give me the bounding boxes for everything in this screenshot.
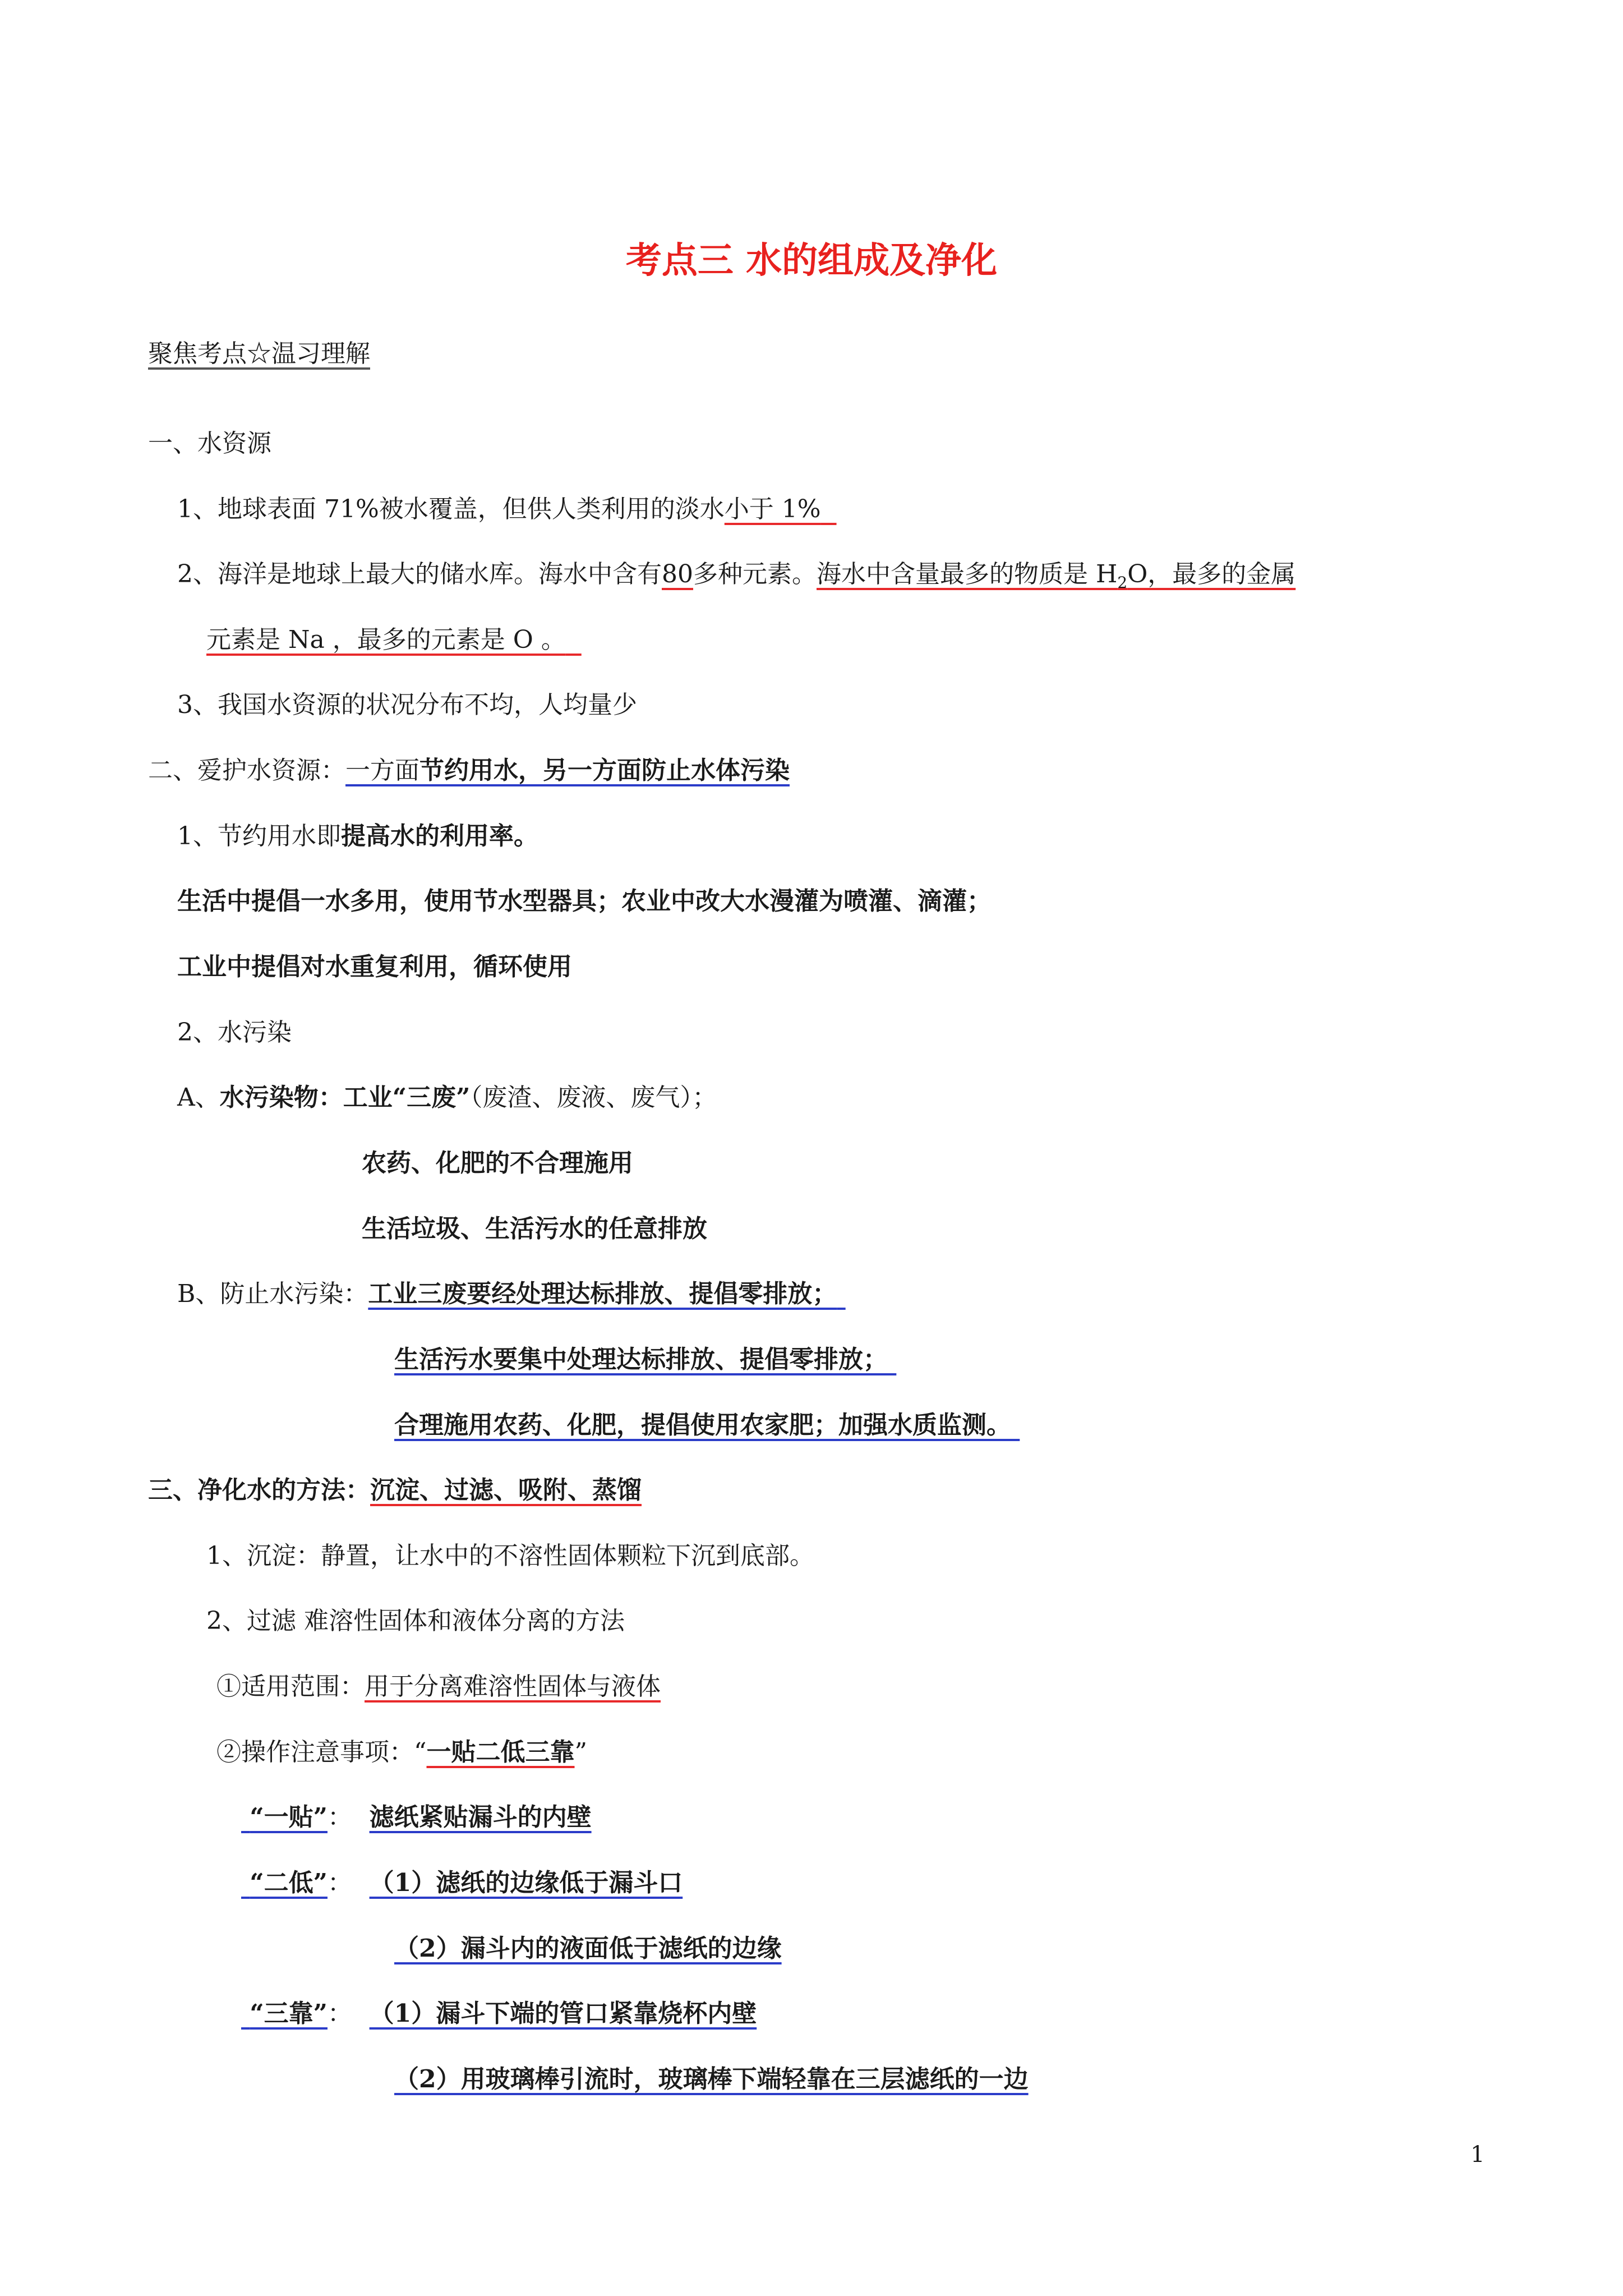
s3-item-1: 1、沉淀：静置，让水中的不溶性固体颗粒下沉到底部。 [206, 1542, 814, 1570]
s3-tie-label [241, 1803, 328, 1832]
s2-b-line-3-value: 合理施用农药、化肥，提倡使用农家肥；加强水质监测。 [394, 1411, 1011, 1439]
s3-di [241, 1866, 683, 1901]
s2-b-prefix: B、防止水污染： [177, 1280, 368, 1308]
s2-item-1-bold: 提高水的利用率。 [341, 822, 538, 850]
section-header [148, 337, 370, 371]
s3-heading-underlined: 沉淀、过滤、吸附、蒸馏 [370, 1476, 642, 1504]
s1-item-2-u2-a: 海水中含量最多的物质是 H [817, 560, 1118, 588]
s1-item-1-underlined [725, 495, 837, 523]
s1-heading: 一、水资源 [148, 429, 271, 458]
s3-di-2-line [394, 1931, 782, 1966]
s2-a-line-3: 生活垃圾、生活污水的任意排放 [362, 1214, 707, 1243]
s2-life: 生活中提倡一水多用，使用节水型器具；农业中改大水漫灌为喷灌、滴灌； [177, 887, 992, 915]
s2-industry: 工业中提倡对水重复利用，循环使用 [177, 953, 572, 981]
s3-tie [241, 1800, 592, 1835]
s2-b-line-1-text: 工业三废要经处理达标排放、提倡零排放； [368, 1280, 837, 1308]
section-header-text: 聚焦考点☆温习理解 [148, 339, 370, 368]
s3-kao-label-text: “三靠” [250, 1999, 328, 2028]
s2-a-rest: （废渣、废液、废气）； [470, 1083, 717, 1112]
s3-kao-colon: ： [327, 1999, 352, 2028]
s1-item-2-text-b: 多种元素。 [693, 560, 817, 588]
s3-operation-prefix: ②操作注意事项：“ [216, 1738, 427, 1766]
s3-di-2: （2）漏斗内的液面低于滤纸的边缘 [394, 1934, 782, 1963]
s2-b [177, 1277, 846, 1312]
s3-tie-label-text: “一贴” [250, 1803, 328, 1832]
s3-di-1: （1）滤纸的边缘低于漏斗口 [369, 1869, 683, 1897]
s3-heading-text: 三、净化水的方法： [148, 1476, 370, 1504]
s2-b-line-3-text [394, 1411, 1020, 1439]
s2-b-line-2-value: 生活污水要集中处理达标排放、提倡零排放； [394, 1345, 888, 1374]
s1-item-2-continued [206, 623, 582, 657]
s3-item-2: 2、过滤 难溶性固体和液体分离的方法 [206, 1607, 625, 1635]
s3-tie-colon: ： [327, 1803, 352, 1832]
s3-scope [216, 1669, 661, 1704]
s1-item-1-text: 1、地球表面 71%被水覆盖，但供人类利用的淡水 [177, 495, 725, 523]
s3-di-label-text: “二低” [250, 1869, 328, 1897]
s1-item-1-underlined-text: 小于 1% [724, 495, 821, 523]
s2-heading [148, 753, 790, 788]
s2-b-line-1 [368, 1280, 845, 1308]
s3-di-label [241, 1869, 328, 1897]
s1-item-1 [177, 492, 837, 527]
s1-item-2-u2-b: O，最多的金属 [1127, 560, 1296, 588]
s2-heading-underlined [345, 756, 790, 785]
s3-tie-text: 滤纸紧贴漏斗的内壁 [369, 1803, 592, 1832]
s2-heading-text: 二、爱护水资源： [148, 756, 345, 785]
s3-operation-suffix: ” [574, 1738, 587, 1766]
s1-item-2-continued-text [206, 625, 582, 654]
s1-item-2-continued-value: 元素是 Na ，最多的元素是 O 。 [206, 625, 566, 654]
s2-heading-u-b: 节约用水，另一方面防止水体污染 [419, 756, 790, 785]
s2-a-line-2: 农药、化肥的不合理施用 [362, 1149, 633, 1177]
s2-b-line-2 [394, 1342, 896, 1377]
s2-item-1-text: 1、节约用水即 [177, 822, 341, 850]
s1-item-2-text-a: 2、海洋是地球上最大的储水库。海水中含有 [177, 560, 662, 588]
page-number: 1 [1470, 2142, 1485, 2168]
s2-a [177, 1080, 717, 1115]
s3-kao-2-line [394, 2062, 1029, 2097]
s3-kao [241, 1996, 757, 2031]
s1-item-3: 3、我国水资源的状况分布不均，人均量少 [177, 691, 637, 719]
s2-heading-u-a: 一方面 [345, 756, 419, 785]
s2-a-prefix: A、 [177, 1083, 220, 1112]
s2-item-1 [177, 819, 538, 854]
s1-item-2-underlined-2 [817, 560, 1296, 592]
s3-operation-underlined: 一贴二低三靠 [426, 1738, 575, 1766]
s3-kao-1: （1）漏斗下端的管口紧靠烧杯内壁 [369, 1999, 757, 2028]
s2-a-bold: 水污染物：工业“三废” [219, 1083, 471, 1112]
s3-heading [148, 1473, 642, 1508]
s2-b-line-2-text [394, 1345, 896, 1374]
s1-item-2-underlined-1: 80 [662, 560, 693, 588]
s3-di-colon: ： [327, 1869, 352, 1897]
s3-scope-underlined: 用于分离难溶性固体与液体 [365, 1672, 661, 1701]
s2-item-2: 2、水污染 [177, 1018, 292, 1047]
s3-kao-label [241, 1999, 328, 2028]
s1-item-2-subscript: 2 [1117, 573, 1128, 592]
s3-kao-2: （2）用玻璃棒引流时，玻璃棒下端轻靠在三层滤纸的一边 [394, 2065, 1029, 2093]
s1-item-2 [177, 557, 1295, 600]
s3-operation [216, 1735, 587, 1770]
s3-scope-prefix: ①适用范围： [216, 1672, 365, 1701]
s2-b-line-3 [394, 1408, 1020, 1443]
page-title: 考点三 水的组成及净化 [625, 240, 998, 282]
